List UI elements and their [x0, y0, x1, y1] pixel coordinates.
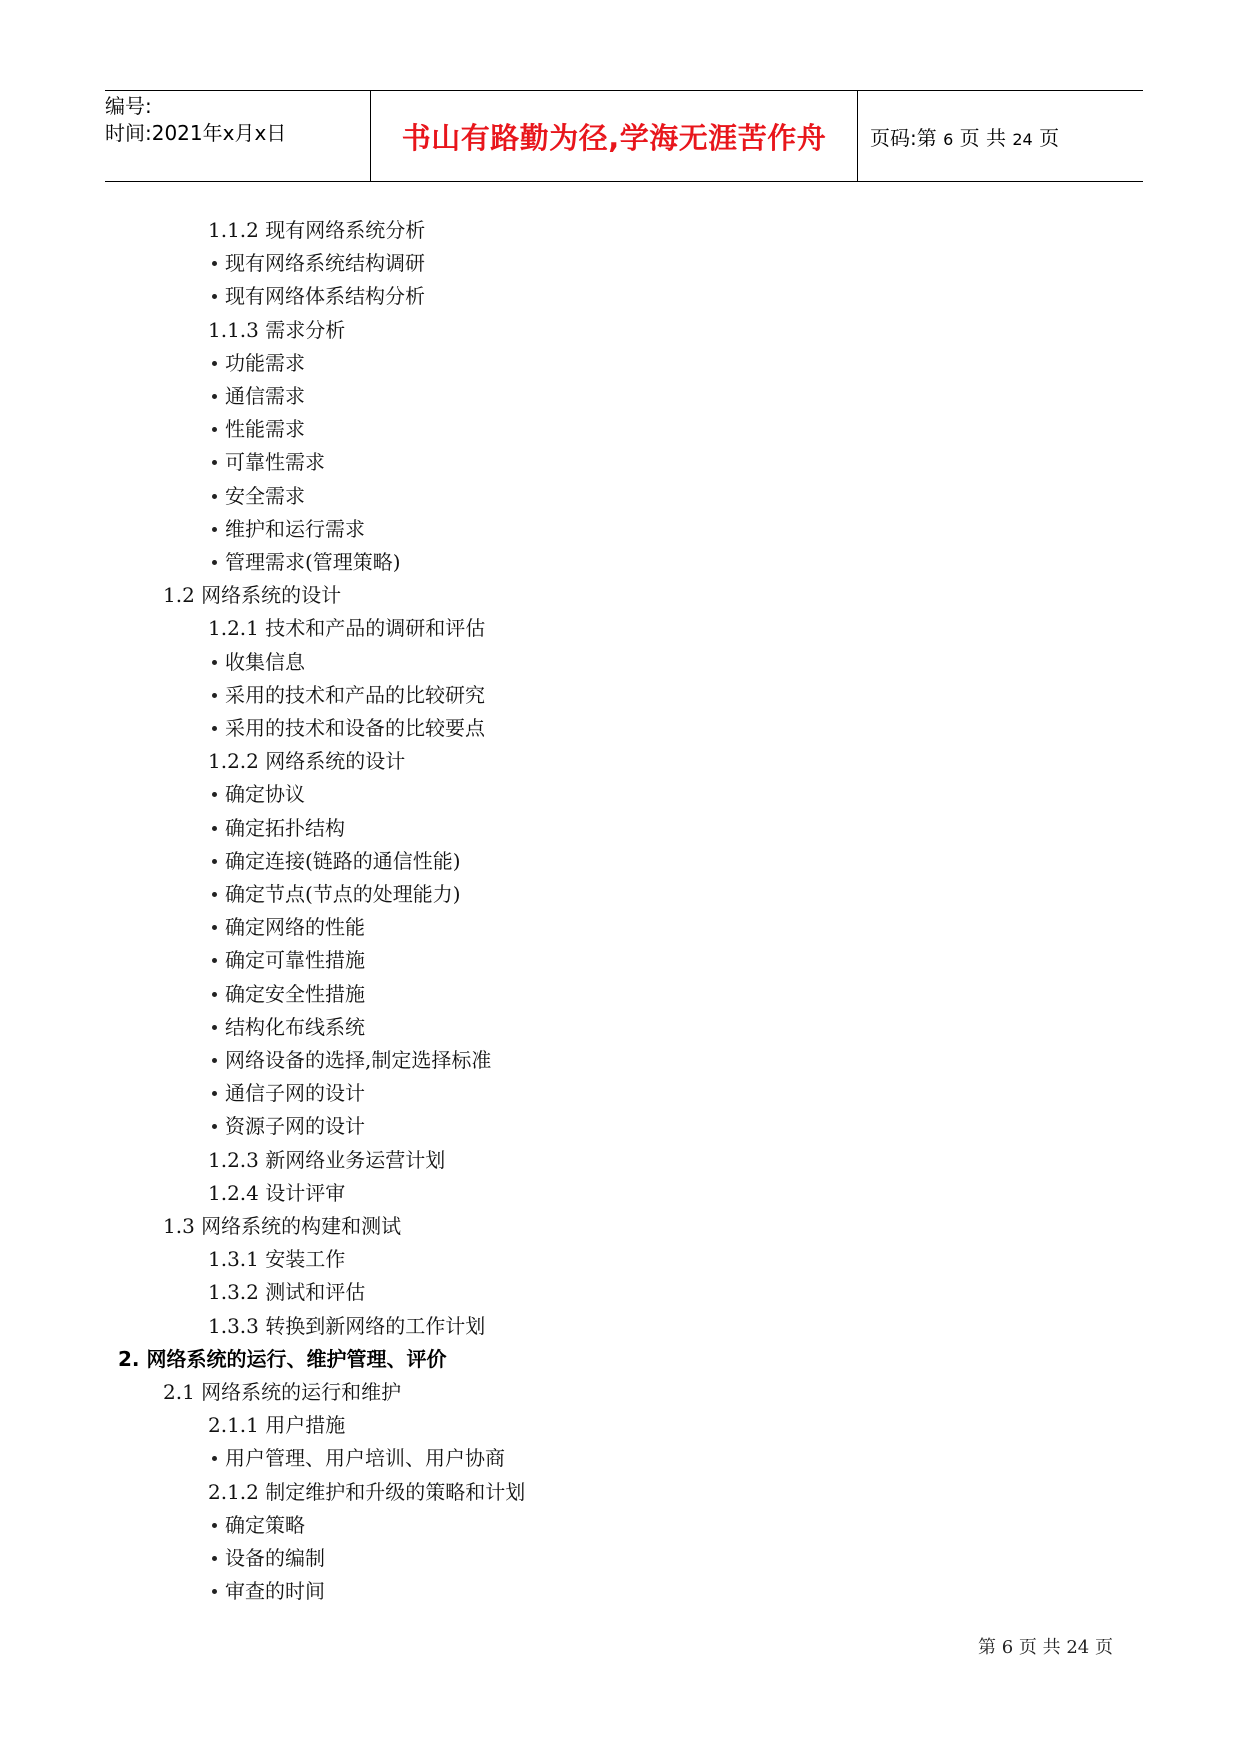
bullet-item — [212, 911, 365, 944]
bullet-item — [212, 1442, 505, 1475]
outline-text: 1.1.2 现有网络系统分析 — [208, 218, 426, 242]
bullet-dot-icon — [212, 560, 217, 565]
doc-number-label: 编号: — [105, 94, 152, 118]
subsection-heading — [163, 579, 341, 612]
section-heading — [118, 1343, 446, 1376]
bullet-item — [212, 1044, 491, 1077]
bullet-item — [212, 845, 461, 878]
outline-text: 1.2.2 网络系统的设计 — [208, 749, 406, 774]
sub-subsection-heading — [208, 1310, 485, 1343]
outline-text: 2.1.1 用户措施 — [208, 1413, 346, 1438]
outline-text: 确定节点(节点的处理能力) — [225, 882, 461, 906]
page-prefix: 页码:第 — [870, 125, 937, 150]
outline-text: 1.1.3 需求分析 — [208, 317, 346, 342]
sub-subsection-heading — [208, 745, 405, 778]
outline-text: 网络设备的选择,制定选择标准 — [225, 1048, 492, 1072]
bullet-item — [212, 513, 365, 546]
bullet-item — [212, 812, 345, 845]
bullet-dot-icon — [212, 261, 217, 266]
sub-subsection-heading — [208, 1409, 345, 1442]
outline-text: 管理需求(管理策略) — [225, 550, 401, 574]
bullet-dot-icon — [212, 1091, 217, 1096]
page-current: 6 — [943, 129, 954, 149]
subsection-heading — [163, 1376, 401, 1409]
outline-text: 安全需求 — [225, 483, 305, 508]
sub-subsection-heading — [208, 1177, 345, 1210]
bullet-item — [212, 1077, 365, 1110]
outline-text: 功能需求 — [225, 350, 305, 375]
bullet-dot-icon — [212, 992, 217, 997]
bullet-dot-icon — [212, 527, 217, 532]
bullet-item — [212, 247, 425, 280]
outline-text: 收集信息 — [225, 649, 305, 674]
outline-text: 设备的编制 — [225, 1546, 325, 1570]
bullet-item — [212, 347, 305, 380]
bullet-dot-icon — [212, 1025, 217, 1030]
header-motto: 书山有路勤为径,学海无涯苦作舟 — [401, 120, 827, 155]
bullet-dot-icon — [212, 826, 217, 831]
bullet-dot-icon — [212, 460, 217, 465]
bullet-dot-icon — [212, 427, 217, 432]
bullet-dot-icon — [212, 1589, 217, 1594]
bullet-dot-icon — [212, 294, 217, 299]
sub-subsection-heading — [208, 612, 485, 645]
outline-text: 审查的时间 — [225, 1579, 325, 1604]
bullet-item — [212, 280, 425, 313]
bullet-dot-icon — [212, 361, 217, 366]
bullet-dot-icon — [212, 1456, 217, 1461]
outline-text: 用户管理、用户培训、用户协商 — [225, 1446, 505, 1471]
header-motto-cell — [371, 91, 858, 181]
outline-text: 1.2.4 设计评审 — [208, 1180, 346, 1205]
bullet-item — [212, 1011, 365, 1044]
bullet-dot-icon — [212, 792, 217, 797]
outline-text: 确定协议 — [225, 782, 305, 807]
bullet-dot-icon — [212, 394, 217, 399]
bullet-dot-icon — [212, 494, 217, 499]
outline-text: 可靠性需求 — [225, 450, 325, 475]
bullet-dot-icon — [212, 726, 217, 731]
outline-text: 确定连接(链路的通信性能) — [225, 848, 461, 873]
page-total: 24 — [1012, 129, 1033, 149]
bullet-dot-icon — [212, 925, 217, 930]
bullet-dot-icon — [212, 693, 217, 698]
page-footer: 第 6 页 共 24 页 — [978, 1637, 1113, 1658]
bullet-dot-icon — [212, 660, 217, 665]
outline-text: 确定网络的性能 — [225, 915, 365, 940]
bullet-item — [212, 446, 325, 479]
bullet-item — [212, 380, 305, 413]
outline-text: 2. 网络系统的运行、维护管理、评价 — [118, 1346, 447, 1371]
outline-text: 确定可靠性措施 — [225, 948, 365, 973]
bullet-item — [212, 646, 305, 679]
bullet-item — [212, 1575, 325, 1608]
subsection-heading — [163, 1210, 401, 1243]
bullet-item — [212, 480, 305, 513]
bullet-item — [212, 712, 485, 745]
bullet-item — [212, 878, 461, 911]
bullet-dot-icon — [212, 958, 217, 963]
outline-text: 1.2.3 新网络业务运营计划 — [208, 1147, 446, 1172]
outline-text: 1.3.3 转换到新网络的工作计划 — [208, 1313, 486, 1338]
outline-text: 确定策略 — [225, 1512, 305, 1537]
bullet-item — [212, 1110, 365, 1143]
outline-text: 结构化布线系统 — [225, 1014, 365, 1039]
page-suffix: 页 — [1039, 125, 1060, 150]
page-mid: 页 共 — [959, 125, 1007, 150]
outline-text: 1.3 网络系统的构建和测试 — [163, 1214, 402, 1238]
outline-text: 维护和运行需求 — [225, 516, 365, 541]
outline-text: 2.1 网络系统的运行和维护 — [163, 1380, 402, 1404]
outline-text: 确定拓扑结构 — [225, 815, 345, 840]
outline-text: 1.2 网络系统的设计 — [163, 583, 342, 608]
bullet-dot-icon — [212, 1523, 217, 1528]
bullet-dot-icon — [212, 892, 217, 897]
outline-text: 性能需求 — [225, 417, 305, 442]
sub-subsection-heading — [208, 1243, 345, 1276]
outline-text: 现有网络系统结构调研 — [225, 251, 425, 276]
sub-subsection-heading — [208, 314, 345, 347]
bullet-item — [212, 546, 401, 579]
sub-subsection-heading — [208, 1276, 365, 1309]
page-header — [105, 90, 1143, 182]
sub-subsection-heading — [208, 1476, 525, 1509]
bullet-item — [212, 978, 365, 1011]
sub-subsection-heading — [208, 214, 425, 247]
doc-time-label: 时间:2021年x月x日 — [105, 121, 287, 145]
bullet-dot-icon — [212, 1124, 217, 1129]
bullet-dot-icon — [212, 1058, 217, 1063]
outline-text: 1.2.1 技术和产品的调研和评估 — [208, 616, 486, 641]
outline-text: 资源子网的设计 — [225, 1114, 365, 1139]
outline-text: 现有网络体系结构分析 — [225, 284, 425, 309]
outline-text: 2.1.2 制定维护和升级的策略和计划 — [208, 1479, 526, 1504]
bullet-item — [212, 1542, 325, 1575]
header-page-indicator — [870, 122, 1059, 151]
bullet-item — [212, 1509, 305, 1542]
header-page-cell — [858, 91, 1143, 181]
bullet-item — [212, 778, 305, 811]
bullet-item — [212, 944, 365, 977]
header-left-cell — [105, 91, 371, 181]
sub-subsection-heading — [208, 1144, 445, 1177]
bullet-item — [212, 679, 485, 712]
outline-text: 采用的技术和设备的比较要点 — [225, 716, 485, 740]
bullet-item — [212, 413, 305, 446]
outline-text: 确定安全性措施 — [225, 981, 365, 1006]
bullet-dot-icon — [212, 859, 217, 864]
bullet-dot-icon — [212, 1556, 217, 1561]
outline-text: 通信子网的设计 — [225, 1081, 365, 1106]
outline-text: 1.3.2 测试和评估 — [208, 1280, 366, 1305]
outline-text: 采用的技术和产品的比较研究 — [225, 682, 485, 707]
outline-text: 通信需求 — [225, 384, 305, 408]
outline-text: 1.3.1 安装工作 — [208, 1247, 346, 1272]
